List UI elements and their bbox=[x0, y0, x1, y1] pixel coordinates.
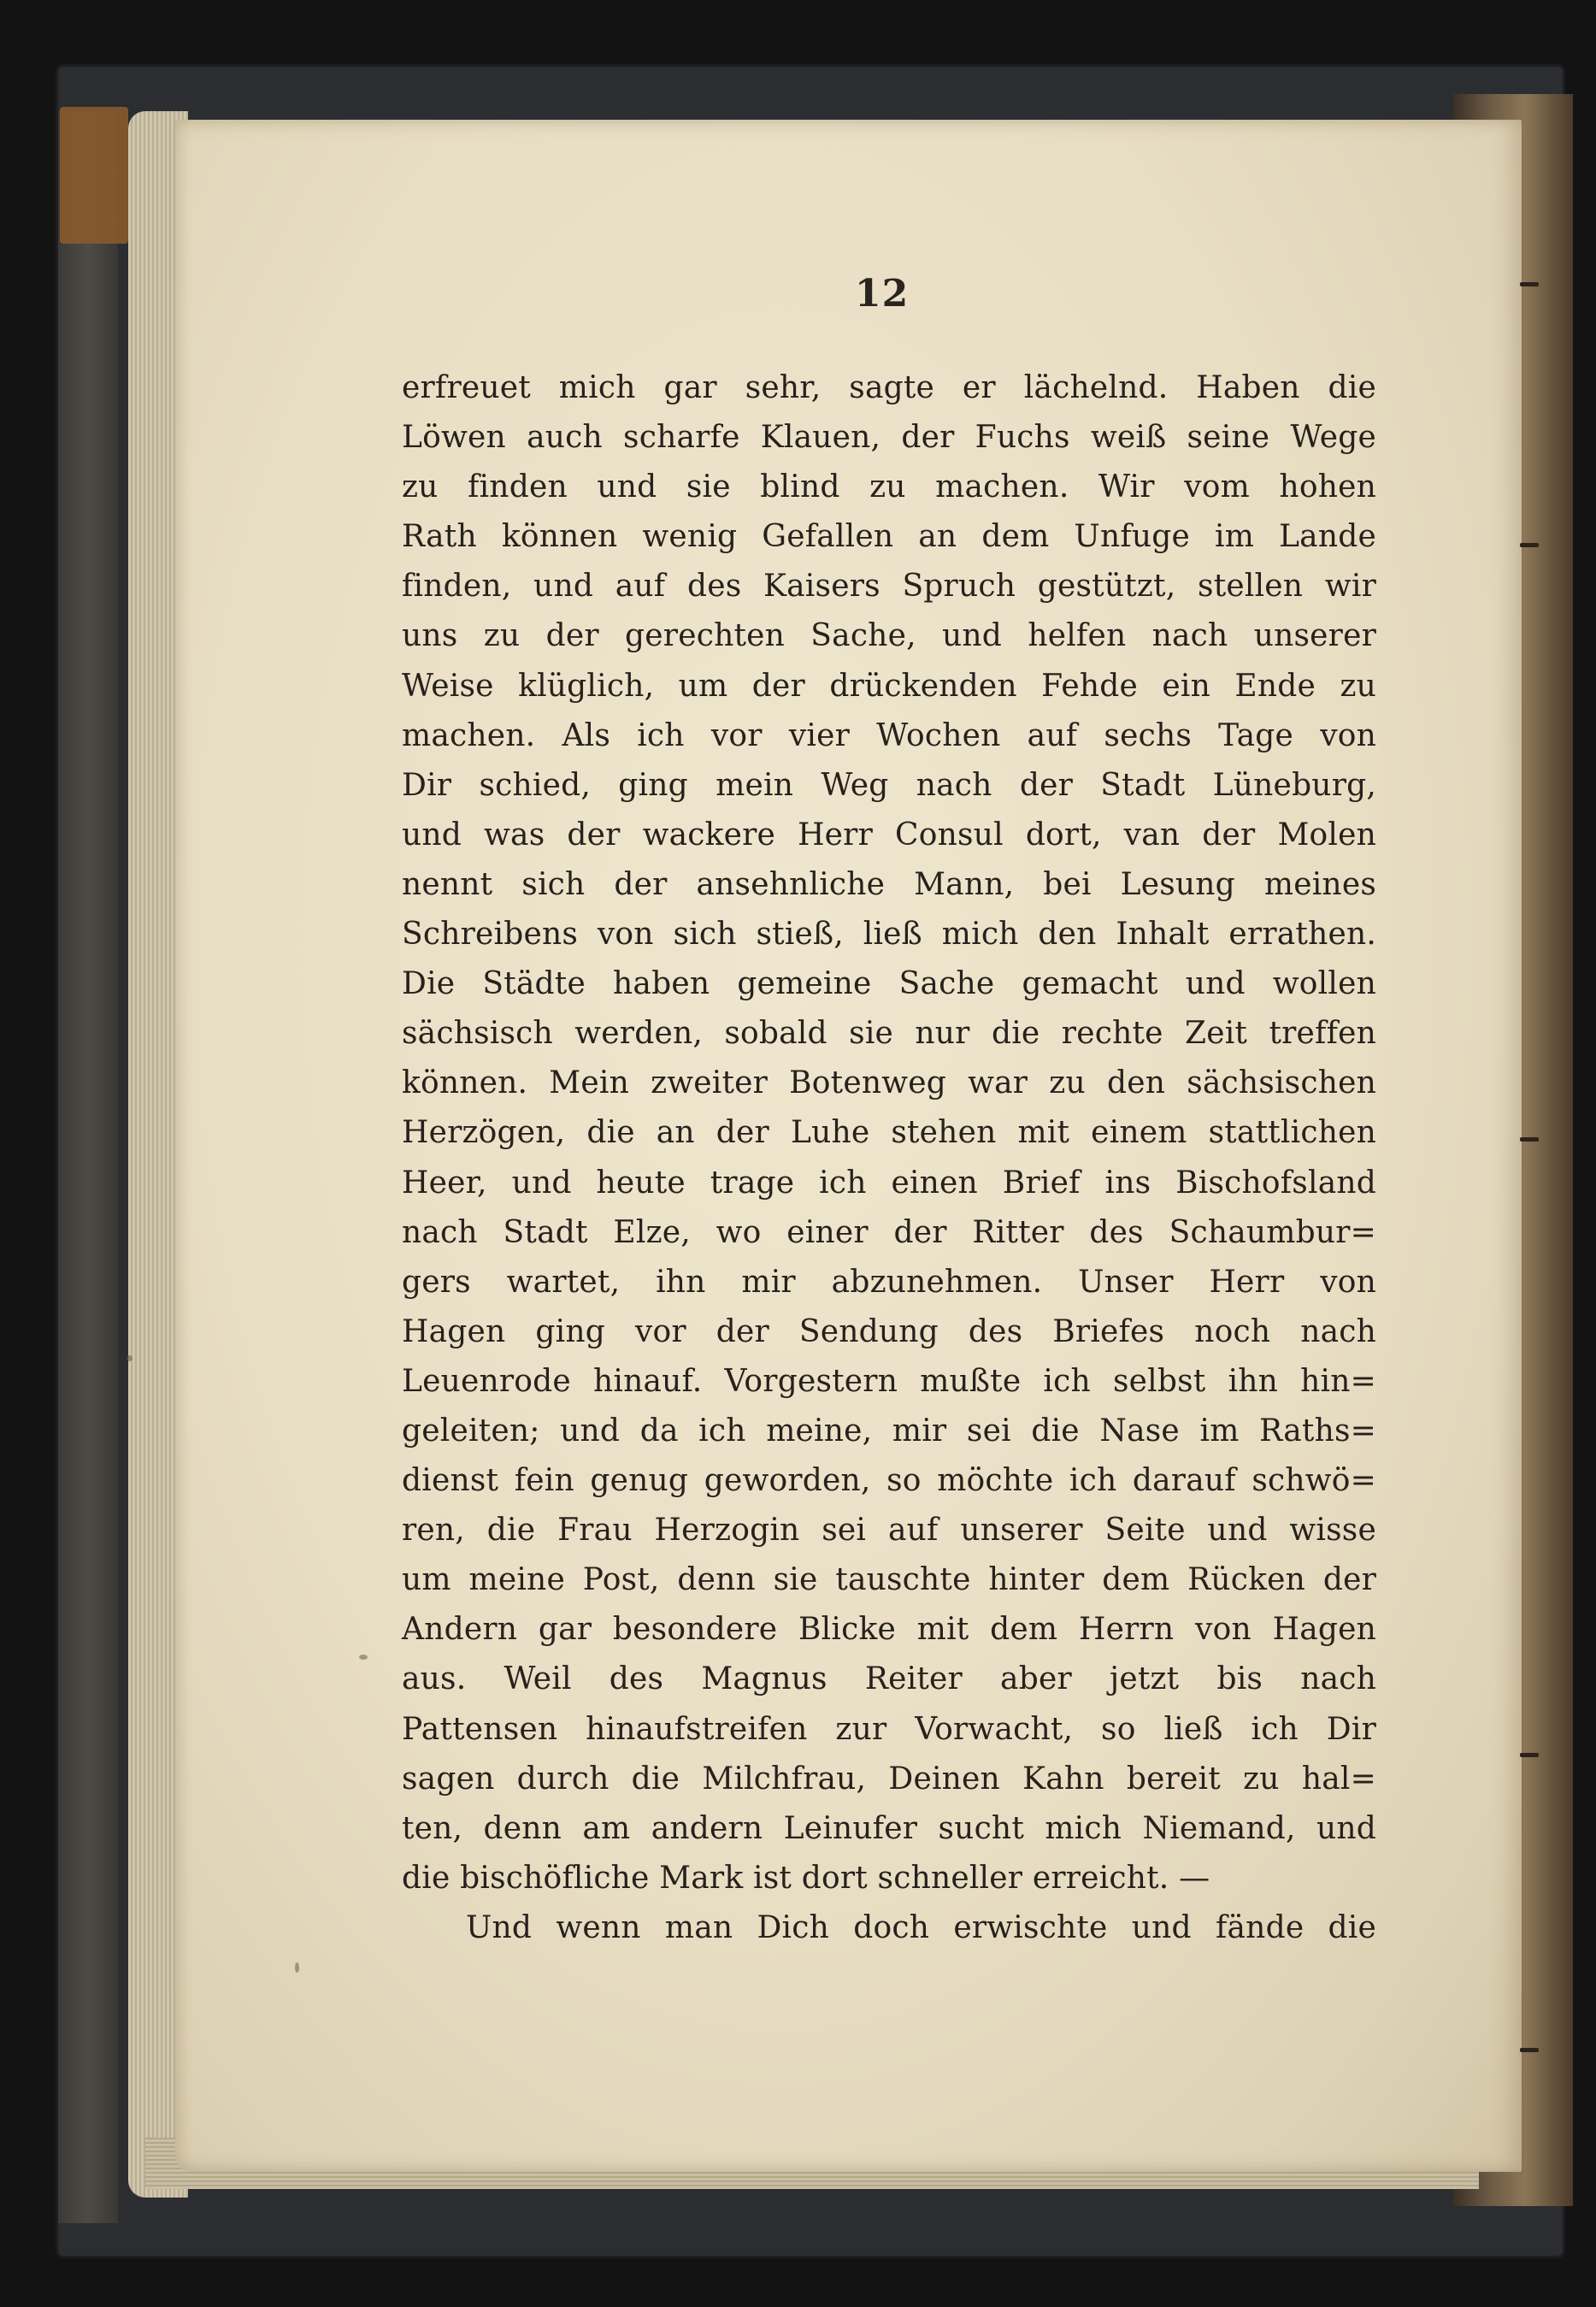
text-line: Rath können wenig Gefallen an dem Unfuge im Lande bbox=[402, 519, 1376, 555]
text-line: um meine Post, denn sie tauschte hinter dem Rücken der bbox=[402, 1562, 1376, 1598]
text-line: finden, und auf des Kaisers Spruch gestützt, stellen wir bbox=[402, 569, 1376, 605]
spine-stitch-mark bbox=[1520, 1753, 1539, 1757]
spine-stitch-mark bbox=[1520, 1137, 1539, 1142]
text-line: Weise klüglich, um der drückenden Fehde ein Ende zu bbox=[402, 668, 1376, 704]
cover-edge bbox=[58, 111, 118, 2223]
page-text bbox=[402, 363, 1376, 1953]
text-line: können. Mein zweiter Botenweg war zu den sächsischen bbox=[402, 1065, 1376, 1101]
leather-corner bbox=[60, 107, 128, 244]
spine-stitch-mark bbox=[1520, 2048, 1539, 2052]
text-line: die bischöfliche Mark ist dort schneller erreicht. — bbox=[402, 1860, 1210, 1896]
text-line: Dir schied, ging mein Weg nach der Stadt Lüneburg, bbox=[402, 767, 1376, 803]
ink-spot bbox=[127, 1355, 133, 1361]
text-line: gers wartet, ihn mir abzunehmen. Unser Herr von bbox=[402, 1264, 1376, 1300]
text-line: Andern gar besondere Blicke mit dem Herrn von Hagen bbox=[402, 1612, 1376, 1648]
text-line: Die Städte haben gemeine Sache gemacht und wollen bbox=[402, 966, 1376, 1002]
text-line: erfreuet mich gar sehr, sagte er lächelnd. Haben die bbox=[402, 370, 1376, 405]
text-line: nach Stadt Elze, wo einer der Ritter des Schaumbur= bbox=[402, 1214, 1376, 1250]
spine-stitch-mark bbox=[1520, 543, 1539, 547]
text-line: Hagen ging vor der Sendung des Briefes noch nach bbox=[402, 1313, 1376, 1349]
text-line: machen. Als ich vor vier Wochen auf sechs Tage von bbox=[402, 717, 1376, 753]
text-line: Herzögen, die an der Luhe stehen mit einem stattlichen bbox=[402, 1115, 1376, 1151]
ink-spot bbox=[295, 1962, 299, 1973]
text-line: Heer, und heute trage ich einen Brief ins Bischofsland bbox=[402, 1165, 1376, 1201]
text-line: dienst fein genug geworden, so möchte ich darauf schwö= bbox=[402, 1463, 1376, 1499]
text-line: nennt sich der ansehnliche Mann, bei Lesung meines bbox=[402, 866, 1376, 902]
text-line: sagen durch die Milchfrau, Deinen Kahn bereit zu hal= bbox=[402, 1761, 1376, 1797]
text-line: uns zu der gerechten Sache, und helfen nach unserer bbox=[402, 618, 1376, 654]
spine-stitch-mark bbox=[1520, 282, 1539, 286]
text-line: Löwen auch scharfe Klauen, der Fuchs weiß seine Wege bbox=[402, 420, 1376, 456]
page-number: 12 bbox=[855, 272, 910, 316]
text-line: und was der wackere Herr Consul dort, van der Molen bbox=[402, 817, 1376, 853]
text-line: Pattensen hinaufstreifen zur Vorwacht, so ließ ich Dir bbox=[402, 1711, 1376, 1747]
text-line: ten, denn am andern Leinufer sucht mich Niemand, und bbox=[402, 1810, 1376, 1846]
ink-spot bbox=[359, 1655, 368, 1660]
text-line: Und wenn man Dich doch erwischte und fände die bbox=[466, 1909, 1376, 1945]
text-line: Leuenrode hinauf. Vorgestern mußte ich selbst ihn hin= bbox=[402, 1363, 1376, 1399]
text-line: sächsisch werden, sobald sie nur die rechte Zeit treffen bbox=[402, 1016, 1376, 1052]
text-line: ren, die Frau Herzogin sei auf unserer Seite und wisse bbox=[402, 1513, 1376, 1549]
text-line: aus. Weil des Magnus Reiter aber jetzt bis nach bbox=[402, 1661, 1376, 1697]
text-line: Schreibens von sich stieß, ließ mich den Inhalt errathen. bbox=[402, 917, 1376, 953]
text-line: geleiten; und da ich meine, mir sei die Nase im Raths= bbox=[402, 1413, 1376, 1449]
text-line: zu finden und sie blind zu machen. Wir vom hohen bbox=[402, 469, 1376, 505]
